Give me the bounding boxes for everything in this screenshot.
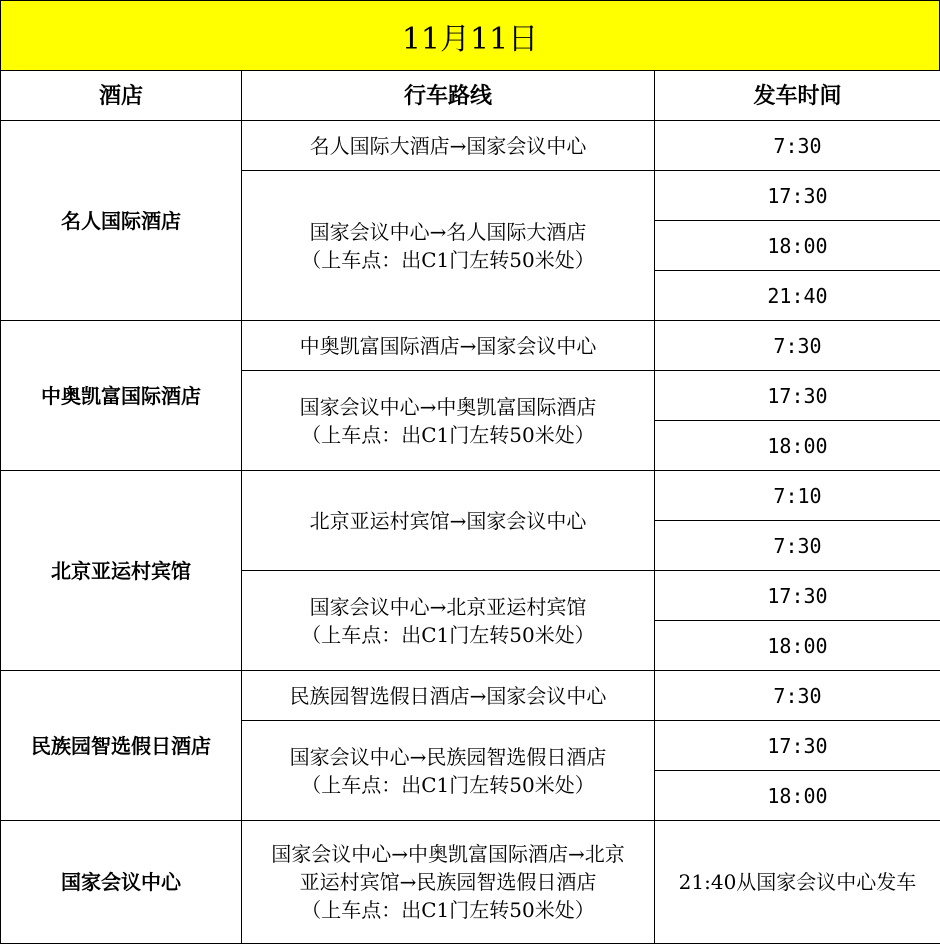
pickup-note: （上车点：出C1门左转50米处） <box>301 772 595 797</box>
departure-time: 7:30 <box>655 321 940 371</box>
header-row <box>1 71 940 121</box>
departure-time: 7:30 <box>655 671 940 721</box>
pickup-note: （上车点：出C1门左转50米处） <box>301 622 595 647</box>
hotel-name: 北京亚运村宾馆 <box>1 471 242 671</box>
date-title: 11月11日 <box>0 0 940 71</box>
departure-time: 21:40 <box>655 271 940 321</box>
table-row <box>1 121 940 171</box>
departure-time: 21:40从国家会议中心发车 <box>655 821 940 944</box>
departure-time: 18:00 <box>655 621 940 671</box>
route-text: 国家会议中心→中奥凯富国际酒店→北京 <box>271 842 625 866</box>
route-text: 北京亚运村宾馆→国家会议中心 <box>309 508 587 533</box>
table-row <box>1 471 940 521</box>
table-row <box>1 321 940 371</box>
departure-time: 17:30 <box>655 371 940 421</box>
departure-time: 17:30 <box>655 721 940 771</box>
shuttle-schedule-table <box>0 70 940 944</box>
departure-time: 7:30 <box>655 121 940 171</box>
pickup-note: （上车点：出C1门左转50米处） <box>301 247 595 272</box>
route-text: 中奥凯富国际酒店→国家会议中心 <box>299 333 597 358</box>
route-cell <box>242 471 655 571</box>
header-hotel: 酒店 <box>1 71 242 121</box>
route-text: 民族园智选假日酒店→国家会议中心 <box>289 683 607 708</box>
schedule-body <box>1 121 940 944</box>
departure-time: 18:00 <box>655 771 940 821</box>
route-text: 国家会议中心→北京亚运村宾馆 <box>309 594 587 619</box>
hotel-name: 民族园智选假日酒店 <box>1 671 242 821</box>
departure-time: 7:30 <box>655 521 940 571</box>
route-cell <box>242 721 655 821</box>
route-text: 国家会议中心→中奥凯富国际酒店 <box>299 394 597 419</box>
route-text: 亚运村宾馆→民族园智选假日酒店 <box>299 870 597 894</box>
route-cell <box>242 321 655 371</box>
header-time: 发车时间 <box>655 71 940 121</box>
header-route: 行车路线 <box>242 71 655 121</box>
hotel-name: 中奥凯富国际酒店 <box>1 321 242 471</box>
departure-time: 7:10 <box>655 471 940 521</box>
route-cell <box>242 671 655 721</box>
departure-time: 18:00 <box>655 421 940 471</box>
route-text: 国家会议中心→名人国际大酒店 <box>309 219 587 244</box>
departure-time: 17:30 <box>655 171 940 221</box>
hotel-name: 名人国际酒店 <box>1 121 242 321</box>
route-text: 国家会议中心→民族园智选假日酒店 <box>289 744 607 769</box>
route-cell <box>242 171 655 321</box>
departure-time: 18:00 <box>655 221 940 271</box>
route-text: 名人国际大酒店→国家会议中心 <box>309 133 587 158</box>
route-cell <box>242 121 655 171</box>
route-cell <box>242 821 655 944</box>
table-row <box>1 821 940 944</box>
table-row <box>1 671 940 721</box>
route-cell <box>242 571 655 671</box>
hotel-name: 国家会议中心 <box>1 821 242 944</box>
departure-time: 17:30 <box>655 571 940 621</box>
route-cell <box>242 371 655 471</box>
pickup-note: （上车点：出C1门左转50米处） <box>301 898 595 922</box>
pickup-note: （上车点：出C1门左转50米处） <box>301 422 595 447</box>
